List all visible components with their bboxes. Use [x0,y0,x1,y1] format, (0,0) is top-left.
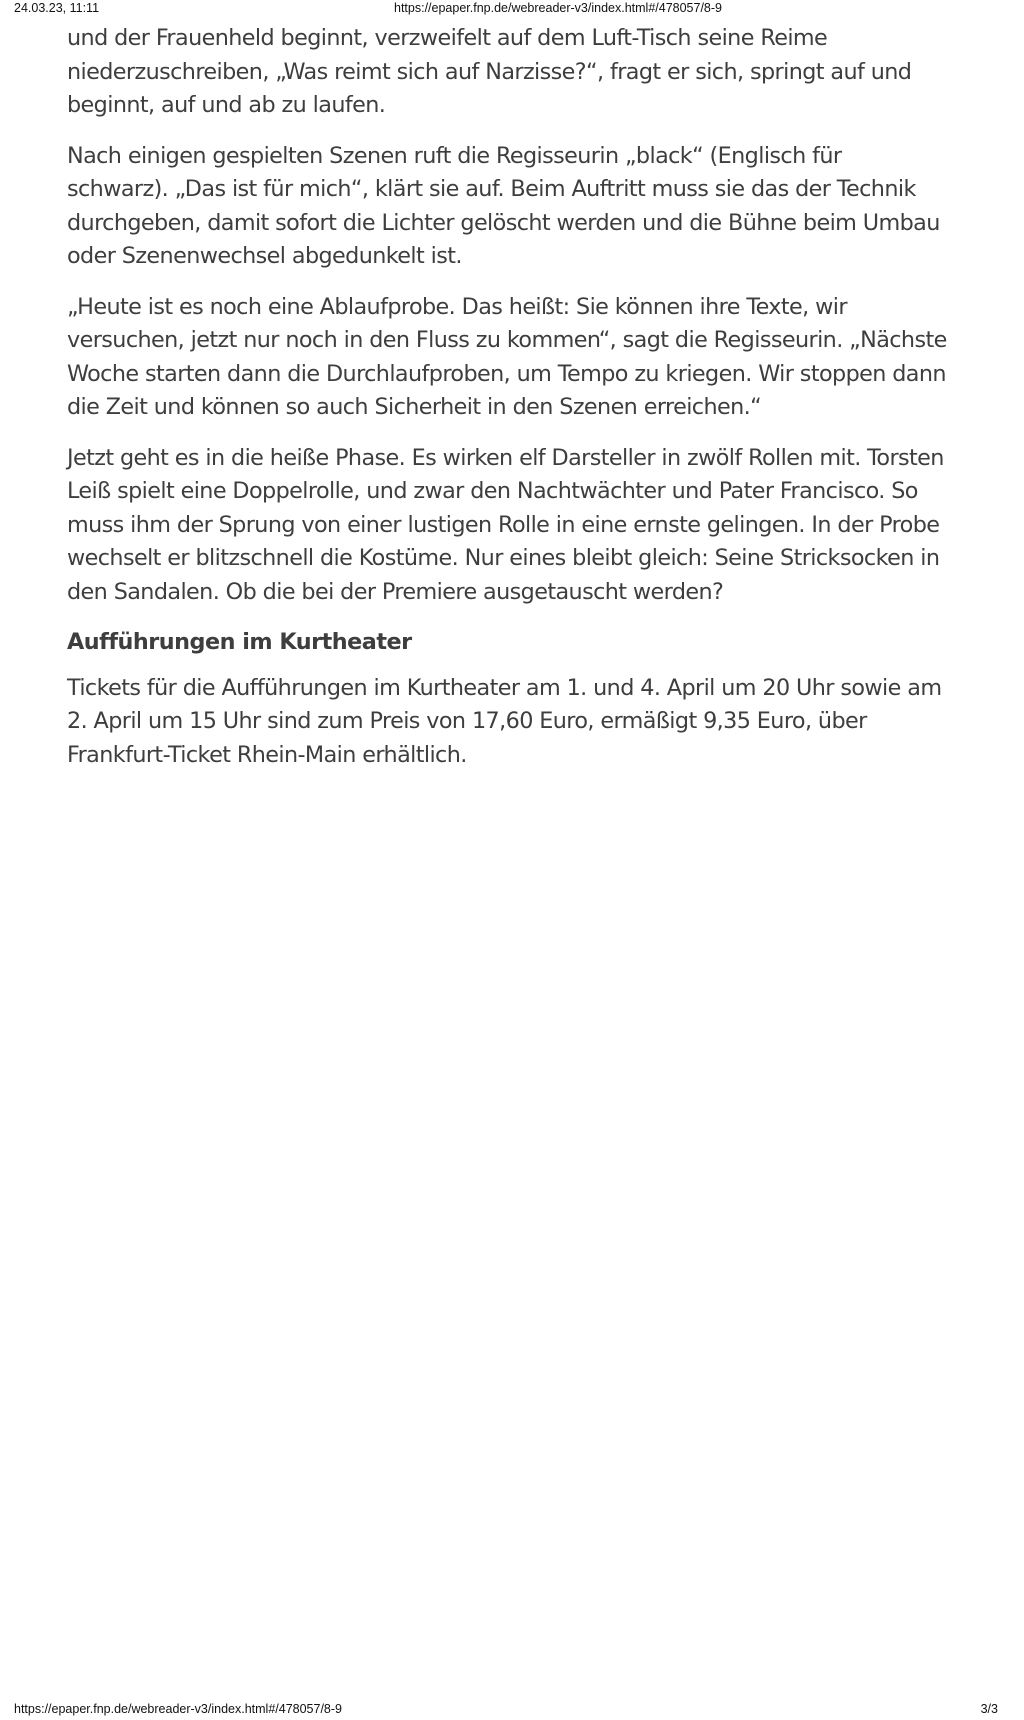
print-footer [0,1702,1024,1720]
article-paragraph: Jetzt geht es in die heiße Phase. Es wirken elf Darsteller in zwölf Rollen mit. Torsten Leiß spielt eine Doppelrolle, und zwar den Nachtwächter und Pater Francisco. So muss ihm der Sprung von einer lustigen Rolle in eine ernste gelingen. In der Probe wechselt er blitzschnell die Kostüme. Nur eines bleibt gleich: Seine Stricksocken in den Sandalen. Ob die bei der Premiere ausgetauscht werden? [67,444,944,605]
article-paragraph: „Heute ist es noch eine Ablaufprobe. Das heißt: Sie können ihre Texte, wir versuchen, jetzt nur noch in den Fluss zu kommen“, sagt die Regisseurin. „Nächste Woche starten dann die Durchlaufproben, um Tempo zu kriegen. Wir stoppen dann die Zeit und können so auch Sicherheit in den Szenen erreichen.“ [67,293,947,420]
print-footer-url: https://epaper.fnp.de/webreader-v3/index.html#/478057/8-9 [14,1702,342,1716]
print-header [0,0,1024,18]
print-datetime: 24.03.23, 11:11 [14,1,100,15]
page-counter: 3/3 [980,1702,998,1716]
article-paragraph: Nach einigen gespielten Szenen ruft die Regisseurin „black“ (Englisch für schwarz). „Das ist für mich“, klärt sie auf. Beim Auftritt muss sie das der Technik durchgeben, damit sofort die Lichter gelöscht werden und die Bühne beim Umbau oder Szenenwechsel abgedunkelt ist. [67,142,940,269]
article-paragraph: und der Frauenheld beginnt, verzweifelt auf dem Luft-Tisch seine Reime niederzuschreiben, „Was reimt sich auf Narzisse?“, fragt er sich, springt auf und beginnt, auf und ab zu laufen. [67,25,912,118]
print-header-url: https://epaper.fnp.de/webreader-v3/index.html#/478057/8-9 [394,1,722,15]
article-paragraph: Tickets für die Aufführungen im Kurtheater am 1. und 4. April um 20 Uhr sowie am 2. April um 15 Uhr sind zum Preis von 17,60 Euro, ermäßigt 9,35 Euro, über Frankfurt-Ticket Rhein-Main erhältlich. [67,674,942,768]
article-subheading: Aufführungen im Kurtheater [67,629,412,655]
article-body [67,22,947,789]
